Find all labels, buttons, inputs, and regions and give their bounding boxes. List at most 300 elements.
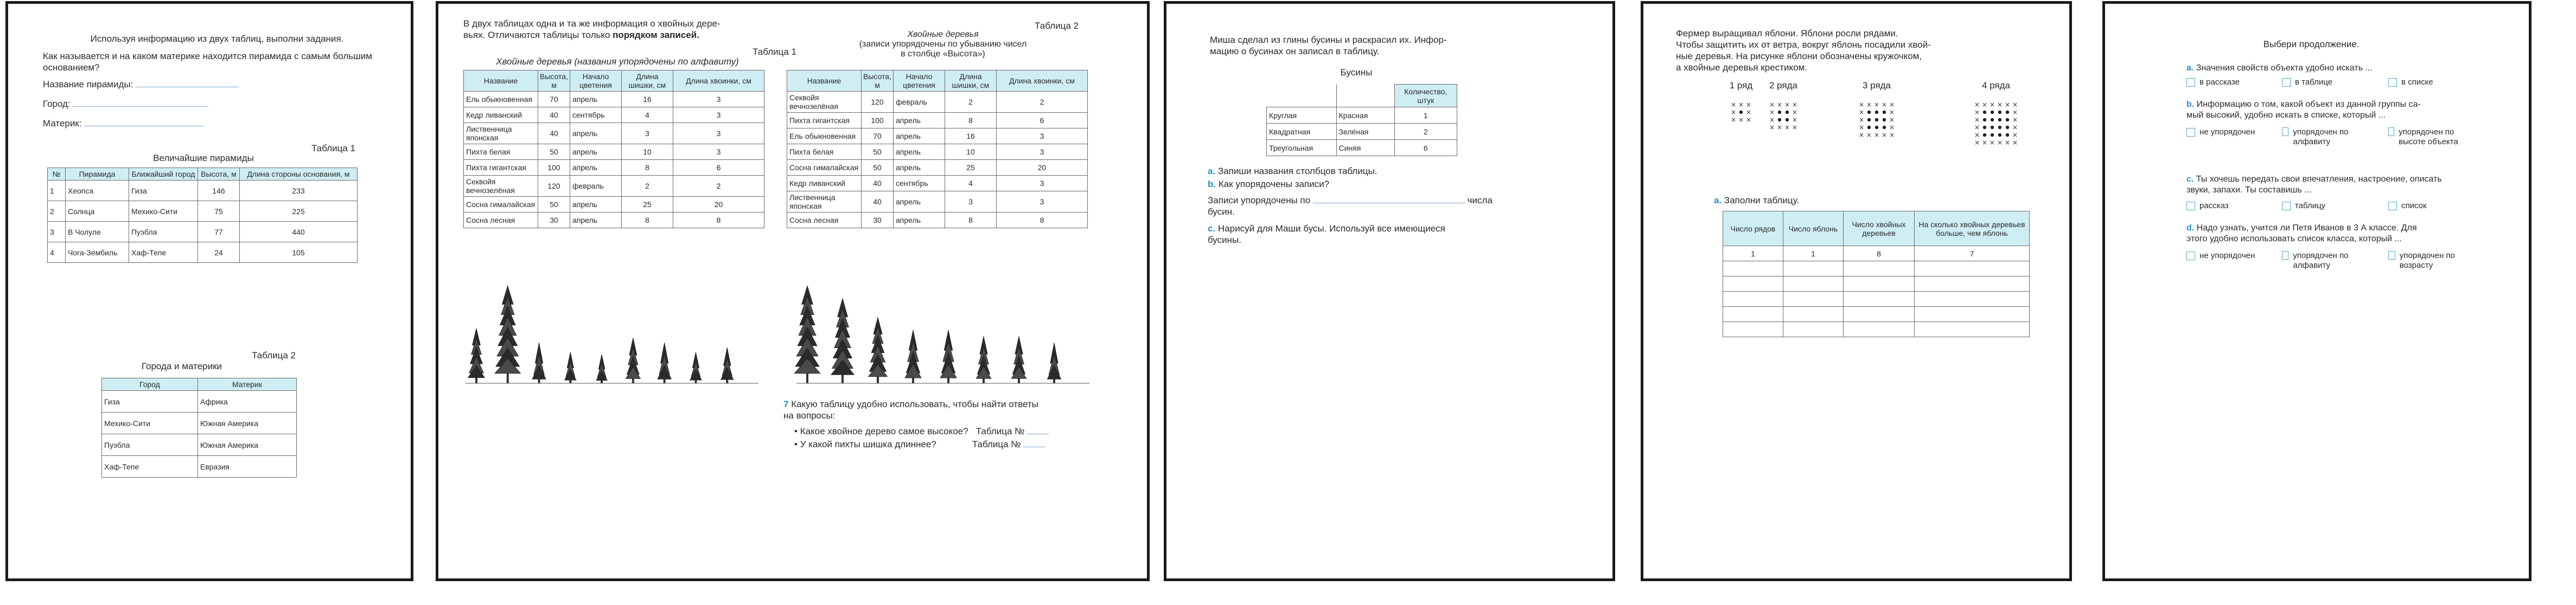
table-cell: Чога-Зембиль bbox=[66, 242, 129, 263]
option-c3[interactable]: список bbox=[2388, 201, 2427, 211]
table-cell: 30 bbox=[862, 213, 894, 228]
table-cell: 3 bbox=[945, 191, 997, 213]
apple-tree-dot-icon bbox=[1991, 133, 1994, 137]
apple-tree-dot-icon bbox=[1983, 133, 1986, 137]
table-cell: 50 bbox=[862, 160, 894, 176]
table-cell: 40 bbox=[862, 191, 894, 213]
table-cell: 105 bbox=[240, 242, 358, 263]
conifer-cross-icon: × bbox=[1974, 131, 1980, 139]
apple-tree-dot-icon bbox=[1983, 118, 1986, 121]
conifer-cross-icon: × bbox=[1873, 101, 1880, 108]
apple-tree-dot-icon bbox=[2006, 133, 2009, 137]
table-cell: 3 bbox=[997, 128, 1088, 144]
table-cell: 3 bbox=[48, 222, 66, 242]
table-cell: апрель bbox=[570, 197, 622, 213]
conifer-cross-icon: × bbox=[1858, 131, 1865, 139]
option-a2[interactable]: в таблице bbox=[2282, 78, 2332, 87]
table-cell: 2 bbox=[48, 201, 66, 222]
table-cell: февраль bbox=[570, 176, 622, 197]
table-cell: 50 bbox=[862, 144, 894, 160]
table-cell: 2 bbox=[1394, 124, 1457, 140]
apple-tree-dot-icon bbox=[1778, 118, 1781, 121]
table-cell: 24 bbox=[198, 242, 240, 263]
table-cell bbox=[1915, 292, 2030, 307]
table-row bbox=[1723, 276, 2030, 292]
conifer-cross-icon: × bbox=[1745, 101, 1752, 108]
table-cell: Зелёная bbox=[1336, 124, 1394, 140]
conifer-cross-icon: × bbox=[1989, 101, 1995, 108]
table-cell: апрель bbox=[570, 144, 622, 160]
table-cell: 25 bbox=[945, 160, 997, 176]
page-intro: В двух таблицах одна и та же информация о хвойных дере- вьях. Отличаются таблицы только порядком записей. bbox=[463, 18, 720, 40]
conifer-cross-icon: × bbox=[1784, 124, 1790, 131]
table-cell: 70 bbox=[862, 128, 894, 144]
apple-tree-dot-icon bbox=[1883, 118, 1886, 121]
conifer-cross-icon: × bbox=[1881, 131, 1888, 139]
apple-tree-dot-icon bbox=[1991, 118, 1994, 121]
apple-tree-dot-icon bbox=[2006, 126, 2009, 129]
question-a: a. Значения свойств объекта удобно искать ... bbox=[2186, 63, 2373, 73]
beads-table-title: Бусины bbox=[1340, 67, 1373, 78]
pyramids-table: № Пирамида Ближайший город Высота, м Длина стороны основания, м 1 Хеопса Гиза 146 233 2 Солнца Мехико-Сити 75 225 3 В Чолуле Пуэбла 77 440 4 Чога-Зембиль Хаф-Тепе 24 105 bbox=[47, 168, 358, 263]
conifer-cross-icon: × bbox=[1858, 124, 1865, 131]
table-cell: 8 bbox=[945, 113, 997, 128]
apple-tree-dot-icon bbox=[1778, 111, 1781, 114]
conifer-cross-icon: × bbox=[1738, 116, 1744, 124]
table-cell: Пихта белая bbox=[787, 144, 862, 160]
conifer-cross-icon: × bbox=[1745, 116, 1752, 124]
table-cell: апрель bbox=[894, 113, 945, 128]
checkbox[interactable] bbox=[2282, 251, 2288, 260]
apple-tree-dot-icon bbox=[1739, 111, 1743, 114]
checkbox[interactable] bbox=[2186, 128, 2195, 137]
table-cell: Лиственница японская bbox=[787, 191, 862, 213]
conifer-cross-icon: × bbox=[2004, 139, 2011, 146]
table-cell bbox=[1844, 292, 1915, 307]
conifer-trees-illustration bbox=[460, 4, 764, 394]
table-cell: 6 bbox=[997, 113, 1088, 128]
apple-tree-dot-icon bbox=[2006, 111, 2009, 114]
orchard-rows bbox=[1723, 246, 2030, 337]
rows-label-4: 4 ряда bbox=[1981, 80, 2011, 91]
table1-title: Величайшие пирамиды bbox=[153, 153, 254, 163]
apple-tree-dot-icon bbox=[1998, 126, 2001, 129]
table-cell: 8 bbox=[1844, 246, 1915, 261]
table-cell: Хаф-Тепе bbox=[102, 456, 198, 478]
conifer-cross-icon: × bbox=[1730, 116, 1737, 124]
table-cell: апрель bbox=[570, 213, 622, 228]
table-cell: Южная Америка bbox=[198, 434, 297, 456]
cities-table: Город Материк Гиза Африка Мехико-Сити Южная Америка Пуэбла Южная Америка Хаф-Тепе Евразия bbox=[101, 378, 297, 478]
page-intro: Миша сделал из глины бусины и раскрасил их. Инфор- мацию о бусинах он записал в таблицу. bbox=[1210, 35, 1447, 56]
question-a: a. Заполни таблицу. bbox=[1714, 195, 1800, 205]
question: Как называется и на каком материке находится пирамида с самым большим основанием? bbox=[43, 51, 372, 73]
conifer-cross-icon: × bbox=[1889, 108, 1895, 116]
table-cell: 3 bbox=[622, 123, 673, 144]
table-cell: 4 bbox=[48, 242, 66, 263]
table-cell: Хаф-Тепе bbox=[129, 242, 198, 263]
table-cell: 1 bbox=[48, 181, 66, 201]
table-cell bbox=[1783, 322, 1844, 337]
tree-icon bbox=[1047, 343, 1061, 383]
table-cell: 4 bbox=[622, 107, 673, 123]
table-cell: 25 bbox=[622, 197, 673, 213]
table-cell: Хеопса bbox=[66, 181, 129, 201]
conifers-table-alphabetical: Название Высота, м Начало цветения Длина шишки, см Длина хвоинки, см Ель обыкновенная 70 апрель 16 3 Кедр ливанский 40 сентябрь 4 3 Лиственница японская 40 апрель 3 3 Пихта белая 50 апрель 10 3 Пихта гигантская 100 апрель 8 6 Секвойя вечнозелёная 120 февраль 2 2 Сосна гималайская 50 апрель 25 20 Сосна лесная 30 апрель 8 8 bbox=[463, 70, 764, 228]
table-cell: Лиственница японская bbox=[464, 123, 538, 144]
tree-icon bbox=[940, 330, 957, 383]
conifer-cross-icon: × bbox=[1769, 108, 1775, 116]
table-cell: Гиза bbox=[129, 181, 198, 201]
table-cell: 10 bbox=[622, 144, 673, 160]
table-cell: Треугольная bbox=[1267, 140, 1337, 156]
table-cell: сентябрь bbox=[894, 176, 945, 191]
table-cell: 3 bbox=[673, 123, 764, 144]
table-cell: апрель bbox=[570, 123, 622, 144]
table-cell: апрель bbox=[894, 160, 945, 176]
table-cell bbox=[1783, 276, 1844, 292]
question-a: a. Запиши названия столбцов таблицы. bbox=[1208, 166, 1378, 176]
t2-title: Хвойные деревья (записи упорядочены по убыванию чисел в столбце «Высота») bbox=[859, 30, 1027, 59]
option-b2[interactable]: упорядочен по алфавиту bbox=[2282, 127, 2363, 147]
apple-tree-dot-icon bbox=[1883, 111, 1886, 114]
table-cell: 3 bbox=[997, 144, 1088, 160]
table-cell: Сосна лесная bbox=[464, 213, 538, 228]
table-cell: 8 bbox=[622, 160, 673, 176]
table-row bbox=[1723, 292, 2030, 307]
conifer-trees-illustration bbox=[791, 4, 1095, 394]
table-cell: Круглая bbox=[1267, 107, 1337, 124]
option-d1[interactable]: не упорядочен bbox=[2186, 251, 2255, 261]
table-cell: апрель bbox=[570, 160, 622, 176]
field-continent[interactable]: Материк: bbox=[43, 118, 314, 129]
conifer-cross-icon: × bbox=[1730, 101, 1737, 108]
table-row bbox=[48, 242, 358, 263]
table-cell: В Чолуле bbox=[66, 222, 129, 242]
table-cell: 30 bbox=[538, 213, 570, 228]
checkbox[interactable] bbox=[2388, 78, 2397, 87]
checkbox[interactable] bbox=[2282, 127, 2288, 136]
apple-tree-dot-icon bbox=[2006, 118, 2009, 121]
bullet-question-1: • Какое хвойное дерево самое высокое? Таблица № bbox=[794, 426, 1142, 437]
table-cell: 2 bbox=[622, 176, 673, 197]
table-row bbox=[48, 222, 358, 242]
question-b: b. Как упорядочены записи? bbox=[1208, 179, 1330, 189]
rows-label-1: 1 ряд bbox=[1729, 80, 1753, 91]
apple-tree-dot-icon bbox=[1875, 118, 1878, 121]
question-7: 7 Какую таблицу удобно использовать, чтобы найти ответы на вопросы: bbox=[783, 399, 1038, 421]
apple-tree-dot-icon bbox=[1867, 126, 1871, 129]
orchard-table[interactable]: Число рядов Число яблонь Число хвойных деревьев На сколько хвойных деревьев больше, чем яблонь 1 1 8 7 bbox=[1723, 211, 2030, 337]
table-cell: 225 bbox=[240, 201, 358, 222]
table-cell bbox=[1844, 276, 1915, 292]
table-cell bbox=[1915, 307, 2030, 322]
table-cell bbox=[1844, 307, 1915, 322]
apple-tree-dot-icon bbox=[1983, 126, 1986, 129]
conifer-cross-icon: × bbox=[1769, 124, 1775, 131]
conifer-cross-icon: × bbox=[1738, 101, 1744, 108]
table-row bbox=[102, 456, 297, 478]
tree-icon bbox=[468, 329, 484, 383]
conifer-cross-icon: × bbox=[1889, 116, 1895, 124]
table-cell: Пихта гигантская bbox=[464, 160, 538, 176]
worksheet-page-choose bbox=[2102, 1, 2532, 581]
checkbox[interactable] bbox=[2282, 202, 2291, 210]
table-cell bbox=[1723, 261, 1783, 276]
conifer-cross-icon: × bbox=[1769, 101, 1775, 108]
table-cell: 1 bbox=[1394, 107, 1457, 124]
table-cell: 3 bbox=[673, 92, 764, 107]
apple-tree-dot-icon bbox=[1883, 126, 1886, 129]
table-cell bbox=[1723, 292, 1783, 307]
table-cell: Африка bbox=[198, 391, 297, 413]
table-cell: апрель bbox=[570, 92, 622, 107]
conifer-cross-icon: × bbox=[1989, 139, 1995, 146]
worksheet-page-beads bbox=[1164, 1, 1615, 581]
tree-icon bbox=[626, 338, 640, 383]
table-cell: 7 bbox=[1915, 246, 2030, 261]
table-cell: 233 bbox=[240, 181, 358, 201]
apple-tree-dot-icon bbox=[1991, 126, 1994, 129]
checkbox[interactable] bbox=[2186, 202, 2195, 210]
table-cell: 77 bbox=[198, 222, 240, 242]
conifer-cross-icon: × bbox=[1866, 131, 1872, 139]
table-cell bbox=[1915, 261, 2030, 276]
table-cell: 146 bbox=[198, 181, 240, 201]
table-cell: 16 bbox=[622, 92, 673, 107]
rows-label-3: 3 ряда bbox=[1862, 80, 1891, 91]
conifer-cross-icon: × bbox=[1981, 101, 1988, 108]
conifer-cross-icon: × bbox=[1858, 108, 1865, 116]
option-d2[interactable]: упорядочен по алфавиту bbox=[2282, 251, 2363, 271]
question-d: d. Надо узнать, учится ли Петя Иванов в 3 А классе. Для этого удобно использовать список класса, который ... bbox=[2186, 223, 2417, 243]
rows-label-2: 2 ряда bbox=[1769, 80, 1798, 91]
conifer-cross-icon: × bbox=[1889, 101, 1895, 108]
tree-icon bbox=[1011, 336, 1026, 383]
table-cell: Кедр ливанский bbox=[787, 176, 862, 191]
table-cell: 120 bbox=[538, 176, 570, 197]
table-cell bbox=[1915, 322, 2030, 337]
table-cell: февраль bbox=[894, 92, 945, 113]
table-cell: Пуэбла bbox=[129, 222, 198, 242]
table-cell: 3 bbox=[673, 107, 764, 123]
conifer-cross-icon: × bbox=[1776, 124, 1783, 131]
conifer-cross-icon: × bbox=[1791, 124, 1798, 131]
option-a3[interactable]: в списке bbox=[2388, 78, 2433, 87]
table-cell: 2 bbox=[673, 176, 764, 197]
table-row bbox=[1267, 140, 1457, 156]
field-pyramid-name[interactable]: Название пирамиды: bbox=[43, 79, 314, 90]
option-d3[interactable]: упорядочен по возрасту bbox=[2388, 251, 2470, 271]
question-c: c. Ты хочешь передать свои впечатления, настроение, описать звуки, запахи. Ты составишь ... bbox=[2186, 175, 2442, 195]
beads-table: Количество, штук Круглая Красная 1 Квадратная Зелёная 2 Треугольная Синяя 6 bbox=[1266, 84, 1457, 156]
table-row bbox=[48, 201, 358, 222]
table2-title: Города и материки bbox=[141, 361, 222, 371]
conifer-cross-icon: × bbox=[2012, 124, 2018, 131]
table-cell bbox=[1723, 307, 1783, 322]
tree-icon bbox=[831, 298, 855, 383]
table-cell: 6 bbox=[673, 160, 764, 176]
table-cell: Синяя bbox=[1336, 140, 1394, 156]
answer-b[interactable]: Записи упорядочены по числа бусин. bbox=[1208, 195, 1493, 217]
table-cell: Гиза bbox=[102, 391, 198, 413]
table-cell: Мехико-Сити bbox=[129, 201, 198, 222]
conifer-cross-icon: × bbox=[1791, 101, 1798, 108]
option-b1[interactable]: не упорядочен bbox=[2186, 127, 2255, 137]
table-cell: 20 bbox=[673, 197, 764, 213]
table-cell: апрель bbox=[894, 191, 945, 213]
apple-tree-dot-icon bbox=[1786, 118, 1789, 121]
table-row bbox=[1723, 307, 2030, 322]
table-cell: Секвойя вечнозелёная bbox=[787, 92, 862, 113]
option-b3[interactable]: упорядочен по высоте объекта bbox=[2388, 127, 2475, 147]
conifer-cross-icon: × bbox=[1866, 101, 1872, 108]
conifer-cross-icon: × bbox=[1858, 116, 1865, 124]
table-cell: Квадратная bbox=[1267, 124, 1337, 140]
conifer-cross-icon: × bbox=[1881, 101, 1888, 108]
table-cell: Ель обыкновенная bbox=[464, 92, 538, 107]
conifer-cross-icon: × bbox=[1784, 101, 1790, 108]
tree-icon bbox=[905, 330, 922, 383]
tree-icon bbox=[720, 347, 734, 383]
conifer-cross-icon: × bbox=[1791, 108, 1798, 116]
page-title: Выбери продолжение. bbox=[2263, 39, 2360, 49]
table-cell: Кедр ливанский bbox=[464, 107, 538, 123]
table-cell bbox=[1723, 276, 1783, 292]
table-cell: Южная Америка bbox=[198, 413, 297, 434]
worksheet-page-conifers bbox=[436, 1, 1150, 581]
tree-icon bbox=[976, 336, 991, 383]
table-cell: 40 bbox=[538, 107, 570, 123]
table-cell: сентябрь bbox=[570, 107, 622, 123]
table-cell bbox=[1844, 261, 1915, 276]
option-c2[interactable]: таблицу bbox=[2282, 201, 2325, 211]
conifer-cross-icon: × bbox=[1858, 101, 1865, 108]
conifer-cross-icon: × bbox=[2012, 139, 2018, 146]
apple-tree-dot-icon bbox=[1998, 118, 2001, 121]
checkbox[interactable] bbox=[2186, 78, 2195, 87]
table-cell: Ель обыкновенная bbox=[787, 128, 862, 144]
conifer-cross-icon: × bbox=[1974, 124, 1980, 131]
table-row bbox=[1723, 261, 2030, 276]
page-intro: Фермер выращивал яблони. Яблони росли рядами. Чтобы защитить их от ветра, вокруг яблонь посадили хвой- ные деревья. На рисунке яблони обозначены кружочком, а хвойные деревья крестиком. bbox=[1676, 28, 1931, 73]
apple-tree-dot-icon bbox=[1786, 111, 1789, 114]
conifer-cross-icon: × bbox=[1873, 131, 1880, 139]
worksheet-page-pyramids bbox=[5, 1, 413, 581]
apple-tree-dot-icon bbox=[1991, 111, 1994, 114]
conifer-cross-icon: × bbox=[1889, 131, 1895, 139]
tree-icon bbox=[596, 355, 608, 383]
field-city[interactable]: Город: bbox=[43, 98, 314, 110]
conifer-cross-icon: × bbox=[2012, 101, 2018, 108]
table-cell: Солнца bbox=[66, 201, 129, 222]
tree-icon bbox=[495, 286, 521, 383]
table-cell bbox=[1783, 307, 1844, 322]
table-cell: апрель bbox=[894, 213, 945, 228]
table-cell: 8 bbox=[622, 213, 673, 228]
apple-tree-dot-icon bbox=[1998, 111, 2001, 114]
checkbox[interactable] bbox=[2388, 202, 2397, 210]
table-cell bbox=[1723, 322, 1783, 337]
table-cell: 40 bbox=[862, 176, 894, 191]
beads-rows bbox=[1267, 107, 1457, 156]
table-cell: Красная bbox=[1336, 107, 1394, 124]
tree-icon bbox=[658, 343, 672, 383]
cities-rows bbox=[102, 391, 297, 478]
conifer-cross-icon: × bbox=[2012, 131, 2018, 139]
table-cell: апрель bbox=[894, 128, 945, 144]
table-cell: 1 bbox=[1783, 246, 1844, 261]
worksheet-page-apple-orchard bbox=[1641, 1, 2072, 581]
table-cell: апрель bbox=[894, 144, 945, 160]
t1-label: Таблица 1 bbox=[753, 47, 796, 57]
conifer-cross-icon: × bbox=[1889, 124, 1895, 131]
table-cell: 40 bbox=[538, 123, 570, 144]
conifer-cross-icon: × bbox=[1974, 108, 1980, 116]
conifer-cross-icon: × bbox=[1730, 108, 1737, 116]
table-row bbox=[102, 434, 297, 456]
apple-tree-dot-icon bbox=[1875, 111, 1878, 114]
table-cell: 8 bbox=[997, 213, 1088, 228]
tree-icon bbox=[532, 343, 546, 383]
table-row bbox=[1267, 124, 1457, 140]
table-cell: 10 bbox=[945, 144, 997, 160]
checkbox[interactable] bbox=[2282, 78, 2291, 87]
conifer-cross-icon: × bbox=[1769, 116, 1775, 124]
table-cell: 1 bbox=[1723, 246, 1783, 261]
table-cell bbox=[1783, 261, 1844, 276]
page-intro: Используя информацию из двух таблиц, выполни задания. bbox=[90, 34, 344, 44]
conifer-cross-icon: × bbox=[1974, 101, 1980, 108]
table-row bbox=[102, 391, 297, 413]
table-cell bbox=[1844, 322, 1915, 337]
tree-icon bbox=[564, 352, 576, 384]
t2-label: Таблица 2 bbox=[1035, 21, 1079, 31]
checkbox[interactable] bbox=[2388, 127, 2394, 136]
table-cell: 3 bbox=[997, 176, 1088, 191]
table-cell: Сосна гималайская bbox=[787, 160, 862, 176]
apple-tree-dot-icon bbox=[1998, 133, 2001, 137]
conifer-cross-icon: × bbox=[1997, 101, 2003, 108]
checkbox[interactable] bbox=[2388, 251, 2395, 260]
tree-icon bbox=[794, 286, 820, 383]
t1-title: Хвойные деревья (названия упорядочены по алфавиту) bbox=[496, 56, 739, 67]
conifer-cross-icon: × bbox=[1974, 116, 1980, 124]
table-cell: 4 bbox=[945, 176, 997, 191]
table-cell: 20 bbox=[997, 160, 1088, 176]
question-b: b. Информацию о том, какой объект из данной группы са- мый высокий, удобно искать в списке, который ... bbox=[2186, 100, 2421, 120]
table-cell: Пихта гигантская bbox=[787, 113, 862, 128]
conifer-cross-icon: × bbox=[1745, 108, 1752, 116]
table1-label: Таблица 1 bbox=[311, 143, 355, 153]
conifer-cross-icon: × bbox=[1981, 139, 1988, 146]
conifer-cross-icon: × bbox=[1997, 139, 2003, 146]
conifer-cross-icon: × bbox=[1791, 116, 1798, 124]
apple-tree-dot-icon bbox=[1875, 126, 1878, 129]
conifer-cross-icon: × bbox=[2004, 101, 2011, 108]
checkbox[interactable] bbox=[2186, 252, 2195, 260]
table-cell: 8 bbox=[945, 213, 997, 228]
table-cell: 440 bbox=[240, 222, 358, 242]
question-c: c. Нарисуй для Маши бусы. Используй все имеющиеся бусины. bbox=[1208, 223, 1445, 245]
option-a1[interactable]: в рассказе bbox=[2186, 78, 2240, 87]
option-c1[interactable]: рассказ bbox=[2186, 201, 2229, 211]
table-cell: Пихта белая bbox=[464, 144, 538, 160]
table-cell: 3 bbox=[673, 144, 764, 160]
table-cell: Секвойя вечнозелёная bbox=[464, 176, 538, 197]
apple-tree-dot-icon bbox=[1867, 111, 1871, 114]
table-cell: Сосна гималайская bbox=[464, 197, 538, 213]
